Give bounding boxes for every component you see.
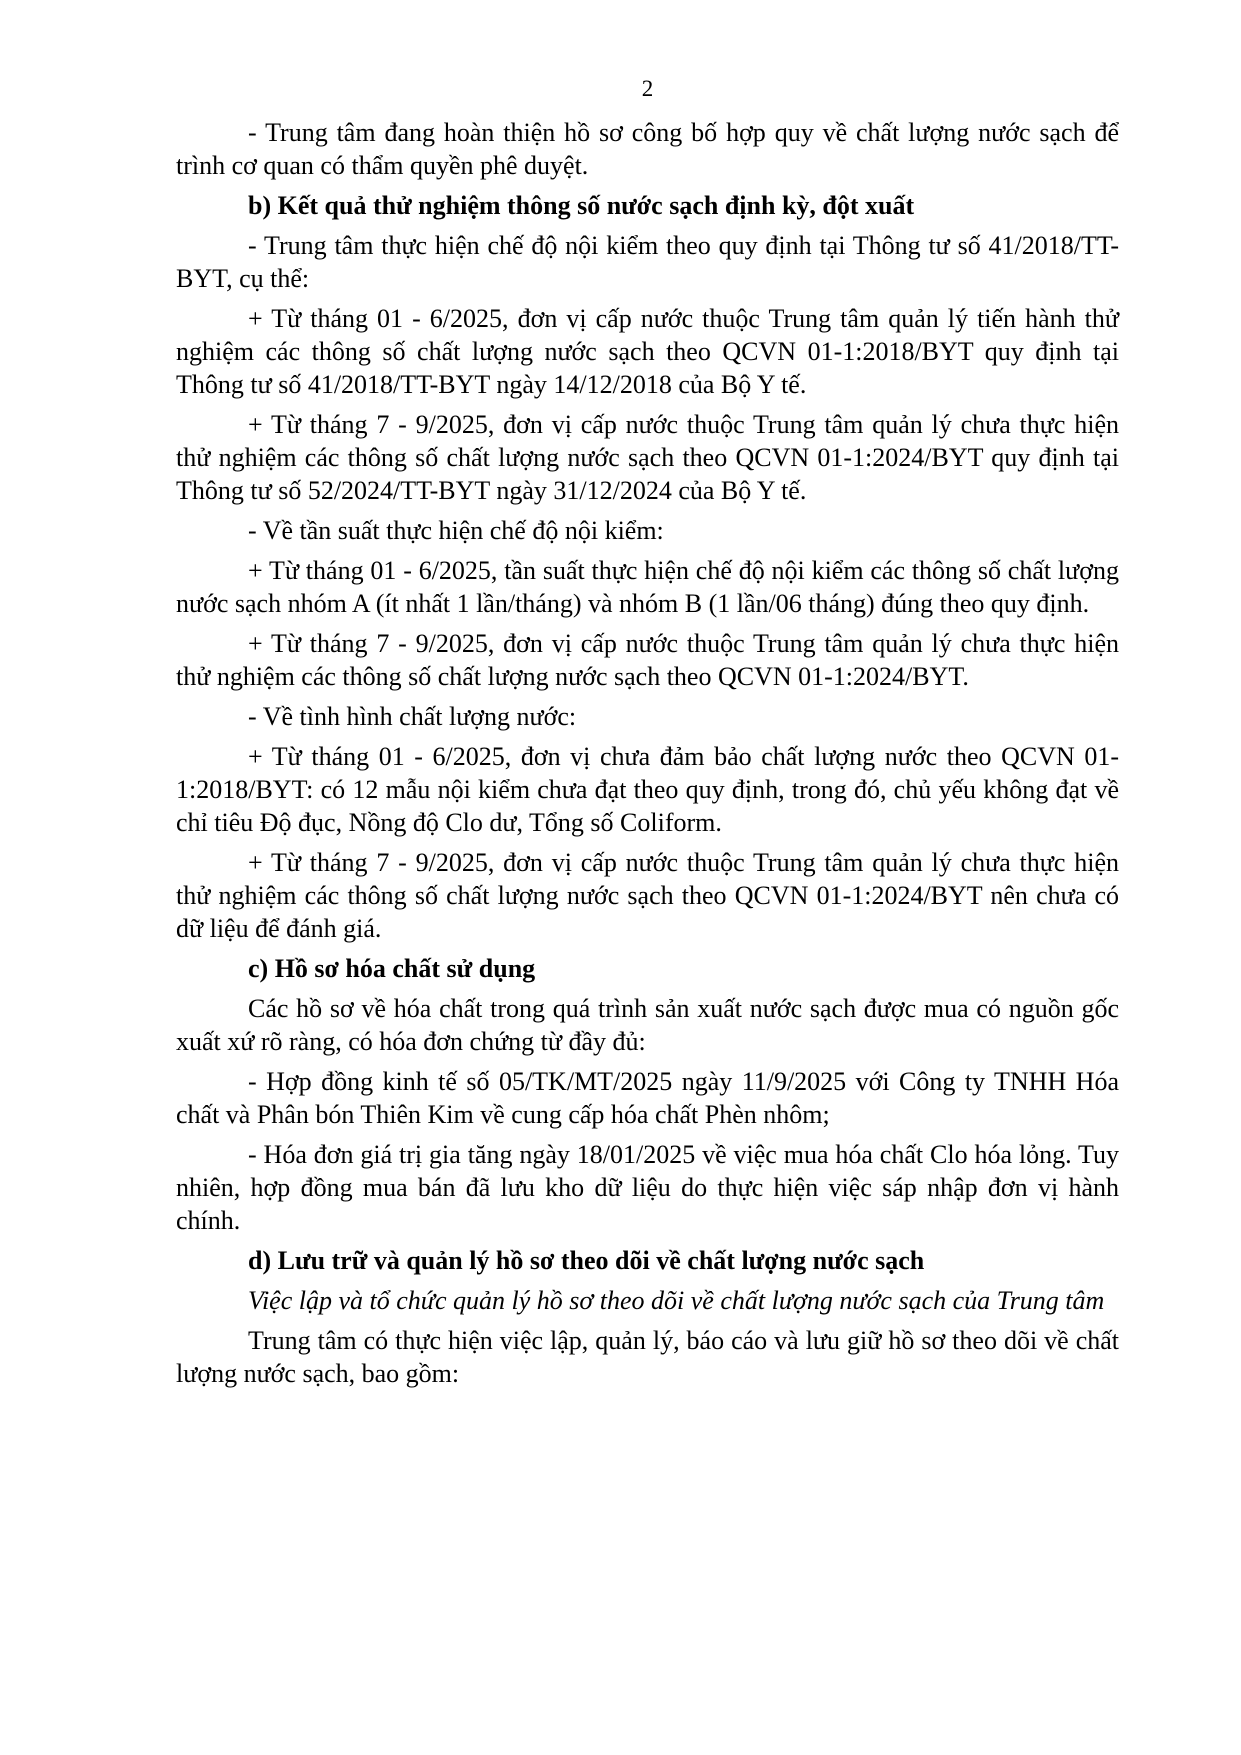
paragraph: + Từ tháng 01 - 6/2025, đơn vị chưa đảm bảo chất lượng nước theo QCVN 01-1:2018/BYT: có 12 mẫu nội kiểm chưa đạt theo quy định, trong đó, chủ yếu không đạt về chỉ tiêu Độ đục, Nồng độ Clo dư, Tổng số Coliform.	[176, 742, 1119, 837]
italic-subheading: Việc lập và tổ chức quản lý hồ sơ theo dõi về chất lượng nước sạch của Trung tâm	[248, 1286, 1105, 1315]
paragraph: - Về tình hình chất lượng nước:	[248, 702, 577, 731]
paragraph: + Từ tháng 7 - 9/2025, đơn vị cấp nước thuộc Trung tâm quản lý chưa thực hiện thử nghiệm các thông số chất lượng nước sạch theo QCVN 01-1:2024/BYT nên chưa có dữ liệu để đánh giá.	[176, 848, 1119, 943]
paragraph: - Hóa đơn giá trị gia tăng ngày 18/01/2025 về việc mua hóa chất Clo hóa lỏng. Tuy nhiên, hợp đồng mua bán đã lưu kho dữ liệu do thực hiện việc sáp nhập đơn vị hành chính.	[176, 1140, 1119, 1235]
paragraph: Trung tâm có thực hiện việc lập, quản lý, báo cáo và lưu giữ hồ sơ theo dõi về chất lượng nước sạch, bao gồm:	[176, 1326, 1119, 1388]
paragraph: + Từ tháng 01 - 6/2025, đơn vị cấp nước thuộc Trung tâm quản lý tiến hành thử nghiệm các thông số chất lượng nước sạch theo QCVN 01-1:2018/BYT quy định tại Thông tư số 41/2018/TT-BYT ngày 14/12/2018 của Bộ Y tế.	[176, 304, 1119, 399]
paragraph: - Trung tâm đang hoàn thiện hồ sơ công bố hợp quy về chất lượng nước sạch để trình cơ quan có thẩm quyền phê duyệt.	[176, 118, 1119, 180]
paragraph: Các hồ sơ về hóa chất trong quá trình sản xuất nước sạch được mua có nguồn gốc xuất xứ rõ ràng, có hóa đơn chứng từ đầy đủ:	[176, 994, 1119, 1056]
document-body	[176, 116, 1119, 1390]
paragraph: + Từ tháng 7 - 9/2025, đơn vị cấp nước thuộc Trung tâm quản lý chưa thực hiện thử nghiệm các thông số chất lượng nước sạch theo QCVN 01-1:2024/BYT quy định tại Thông tư số 52/2024/TT-BYT ngày 31/12/2024 của Bộ Y tế.	[176, 410, 1119, 505]
paragraph: - Về tần suất thực hiện chế độ nội kiểm:	[248, 516, 664, 545]
section-heading-d: d) Lưu trữ và quản lý hồ sơ theo dõi về chất lượng nước sạch	[248, 1246, 925, 1275]
paragraph: + Từ tháng 01 - 6/2025, tần suất thực hiện chế độ nội kiểm các thông số chất lượng nước sạch nhóm A (ít nhất 1 lần/tháng) và nhóm B (1 lần/06 tháng) đúng theo quy định.	[176, 556, 1119, 618]
paragraph: - Hợp đồng kinh tế số 05/TK/MT/2025 ngày 11/9/2025 với Công ty TNHH Hóa chất và Phân bón Thiên Kim về cung cấp hóa chất Phèn nhôm;	[176, 1067, 1119, 1129]
section-heading-b: b) Kết quả thử nghiệm thông số nước sạch định kỳ, đột xuất	[248, 191, 915, 220]
paragraph: - Trung tâm thực hiện chế độ nội kiểm theo quy định tại Thông tư số 41/2018/TT-BYT, cụ thể:	[176, 231, 1119, 293]
section-heading-c: c) Hồ sơ hóa chất sử dụng	[248, 954, 536, 983]
paragraph: + Từ tháng 7 - 9/2025, đơn vị cấp nước thuộc Trung tâm quản lý chưa thực hiện thử nghiệm các thông số chất lượng nước sạch theo QCVN 01-1:2024/BYT.	[176, 629, 1119, 691]
page-number: 2	[641, 76, 654, 101]
